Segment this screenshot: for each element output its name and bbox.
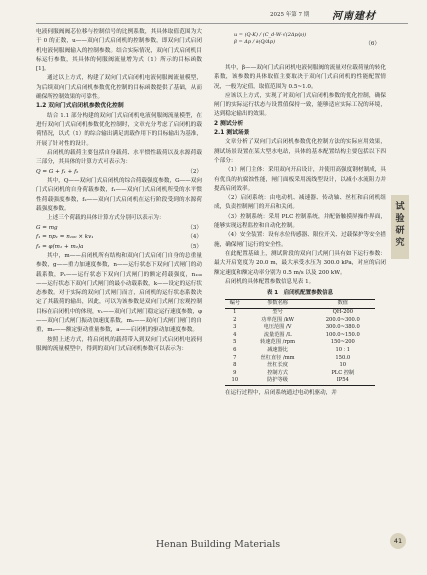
equation-body [234, 32, 306, 46]
equation-number: （4） [187, 234, 202, 241]
page-number: 41 [390, 533, 406, 549]
column-header: 数值 [337, 300, 348, 307]
table-cell: 功率范围 /kW [261, 316, 294, 323]
table-cell: 型号 [272, 309, 283, 316]
paragraph: 结合 1.1 部分构建的双向门式启闭机电液伺服阀流量模型，在进行双向门式启闭机参数优化控制时，文章充分考虑了启闭机的载荷情况，以式（1）的综合输出满足需载作用下的目标输出为基准，开展了针对性的设计。 [36, 112, 202, 147]
table-row [225, 347, 375, 355]
table-cell: 4 [233, 331, 237, 338]
table-cell: 转速范围 /rpm [260, 339, 296, 346]
right-column [214, 28, 386, 398]
paragraph: 按照上述方式，将启闭机的载荷带入到双向门式启闭机电液伺服阀的流量模型中，得到的双向门式启闭机参数可以表示为： [36, 336, 202, 352]
table-cell: PLC 控制 [331, 369, 355, 376]
table-cell: 2 [233, 316, 237, 323]
section-heading: 2 测试分析 [214, 120, 244, 127]
page-header [270, 8, 410, 22]
equation-number: （6） [365, 41, 380, 47]
equation-body: f₁ = np₁ = n₁₀₀ × kv₁ [36, 234, 94, 241]
table-cell: 7 [233, 354, 237, 361]
table-row [225, 362, 375, 370]
journal-title: 河南建材 [332, 11, 376, 22]
paragraph: 启闭机的具体配置参数信息见表 1。 [225, 278, 315, 285]
column-header: 参数名称 [267, 300, 288, 307]
paragraph: 启闭机的载荷主要包括自身载荷、水平惯性载荷以及水源荷载三部分，其具体的计算方式可表示为： [36, 149, 202, 166]
table-cell: 200.0~300.0 [325, 316, 360, 323]
section-tab [391, 195, 409, 259]
table-cell: 1 [233, 309, 237, 316]
table-cell: 5 [233, 339, 237, 346]
table-cell: 控制方式 [267, 369, 288, 376]
table-cell: 10 ∶ 1 [335, 346, 351, 353]
table-cell: 减速器比 [267, 346, 288, 353]
table-row [225, 370, 375, 378]
paragraph: （2）启闭系统：由电动机、减速器、传动轴、丝杠和启闭机组成，负责控制闸门的开启和关闭。 [214, 195, 386, 211]
table-cell: 100.0~150.0 [325, 331, 360, 338]
table-cell: 6 [233, 346, 237, 353]
table-cell: 3 [233, 324, 237, 331]
left-column [36, 28, 202, 354]
table-header-row [225, 300, 375, 309]
table-row [225, 377, 375, 385]
paragraph: 上述三个荷载的具体计算方式分别可以表示为： [47, 215, 165, 222]
equation-3 [36, 223, 202, 233]
issue-label: 2025 年第 7 期 [270, 12, 310, 18]
table-cell: QH-200 [332, 309, 353, 316]
table-caption: 表 1 启闭机配置参数信息 [266, 290, 334, 297]
table-cell: 流量范围 /L [263, 331, 292, 338]
table-row [225, 355, 375, 363]
paragraph: 在运行过程中，启闭系统通过电动机驱动，并 [225, 389, 337, 396]
equation-number: （5） [187, 243, 202, 250]
equation-6 [214, 28, 386, 64]
paragraph: 文章分析了双向门式启闭机参数优化控制方法的实际应用效果，测试场景设置在某大型水电站，具体的基本配置结构主要包括以下四个部分： [214, 139, 386, 164]
table-cell: 防护等级 [267, 377, 288, 384]
table-cell: 8 [233, 362, 237, 369]
paragraph: （1）闸门主体：采用双向开启设计，并使用高强度钢材制成，具有优良的抗腐蚀性能，闸门面板采用流线型设计，以减小水流阻力并提高启闭效率。 [214, 167, 386, 192]
table-row [225, 324, 375, 332]
equation-body: f₂ = φ(m₁ + m₂)a [36, 243, 84, 250]
section-tab-label: 试验研究 [395, 202, 405, 248]
table-cell: 丝杠长度 [267, 362, 288, 369]
paragraph: 在此配置基础上，测试阶段的双向门式闸门具有如下运行参数：最大开启宽度为 20.0 m，最大承受水压为 300.0 kPa，对应的启闭额定速度和额定功率分别为 0.5 m/s 以及 200 kW。 [214, 250, 386, 276]
table-cell: 300.0~380.0 [325, 324, 360, 331]
equation-line: u = (Q·K) / (C_d·W·√(2Δp/ρ)) [234, 32, 307, 38]
equation-line: β = Δp / ∂(Q/Δp) [234, 39, 276, 45]
equation-body: Q = G + f₁ + f₂ [36, 168, 79, 175]
table-cell: 150~200 [330, 339, 355, 346]
paragraph: 其中，Q——双向门式启闭机的综合荷载强度参数，G——双向门式启闭机的自身荷载参数，f₁——双向门式启闭机所受的水平惯性荷载强度参数，f₂——双向门式启闭机在运行阶段受到的水源荷载强度参数。 [36, 177, 202, 212]
header-rule [36, 23, 408, 24]
config-table [225, 299, 375, 386]
equation-number: （2） [187, 168, 202, 175]
subsection-heading: 2.1 测试场景 [214, 130, 250, 137]
table-cell: 电压范围 /V [263, 324, 292, 331]
column-header: 编号 [229, 300, 241, 307]
paragraph: （4）安全装置：设有水位传感器、限位开关、过载保护等安全措施，确保闸门运行的安全性。 [214, 232, 386, 248]
equation-4 [36, 233, 202, 243]
table-cell: 10 [339, 362, 347, 369]
paragraph: （3）控制系统：采用 PLC 控制系统，并配备触摸屏操作界面，能够实现远程监控和自动化控制。 [214, 213, 386, 230]
paragraph: 其中，β——双向门式启闭机电液伺服阀的流量对位载荷量的转化系数，该参数的具体取值主要取决于双向门式启闭机的性能配置情况，一般为定值，取值范围为 0.5~1.0。 [214, 65, 386, 90]
table-row [225, 339, 375, 347]
table-row [225, 332, 375, 340]
table-cell: 10 [231, 377, 239, 384]
table-cell: IP54 [336, 377, 349, 384]
paragraph: 电液伺服阀阀芯位移与控制信号的比例系数，其具体取值范围为大于 0 的正数，u——双向门式启闭机的控制参数，即双向门式启闭机电液伺服阀输入的控制参数。结合实际情况，双向门式启闭机目标运行参数，其具体的伺服阀流量增为式（1）所示的目标函数[1]。 [36, 29, 202, 73]
paragraph: 应该以上方式，实现了对双向门式启闭机参数的优化控制，确保闸门的实际运行状态与设置值保持一致，能够适应实际工况的环境，达到稳定输出的效果。 [214, 92, 386, 118]
equation-number: （3） [187, 224, 202, 231]
table-cell: 9 [233, 369, 237, 376]
section-heading: 1.2 双向门式启闭机参数优化控制 [36, 103, 124, 110]
table-body [225, 309, 375, 386]
table-cell: 150.0 [335, 354, 351, 361]
table-row [225, 309, 375, 317]
paragraph: 其中，m——启闭机所有结构和双向门式启闭门自身的总重量参数，g——重力加速度参数，n——运行状态下双向门式闸门的动载系数，P₁——运行状态下双向门式闸门的额定荷载强度，n₁₀₀——运行状态下双向门式闸门的最小动载系数，k——设定的运行状态参数。对于实际的双向门式闸门而言，启闭机的运行状态系数决定了其载荷的输出，因此，可以为该参数是双向门式闸门宏观控制目标在启闭机中的体现，v₁——双向门式闸门稳定运行速度参数，φ——双向门式闸门振动加速度系数，m₁——双向门式闸门闸门的自重，m₂——额定驱动重量参数，a——启闭机的驱动加速度参数。 [36, 252, 202, 334]
footer-journal-name: Henan Building Materials [155, 539, 281, 550]
table-row [225, 317, 375, 325]
table-cell: 丝杠直径 /mm [260, 354, 295, 361]
equation-body: G = mg [36, 224, 58, 231]
paragraph: 通过以上方式，构建了双向门式启闭机电液伺服阀流量模型，为后续双向门式启闭机参数优化控制的目标函数提供了基础，从而确保所控制效果的可靠性。 [36, 75, 202, 101]
equation-2 [36, 167, 202, 177]
equation-5 [36, 242, 202, 252]
